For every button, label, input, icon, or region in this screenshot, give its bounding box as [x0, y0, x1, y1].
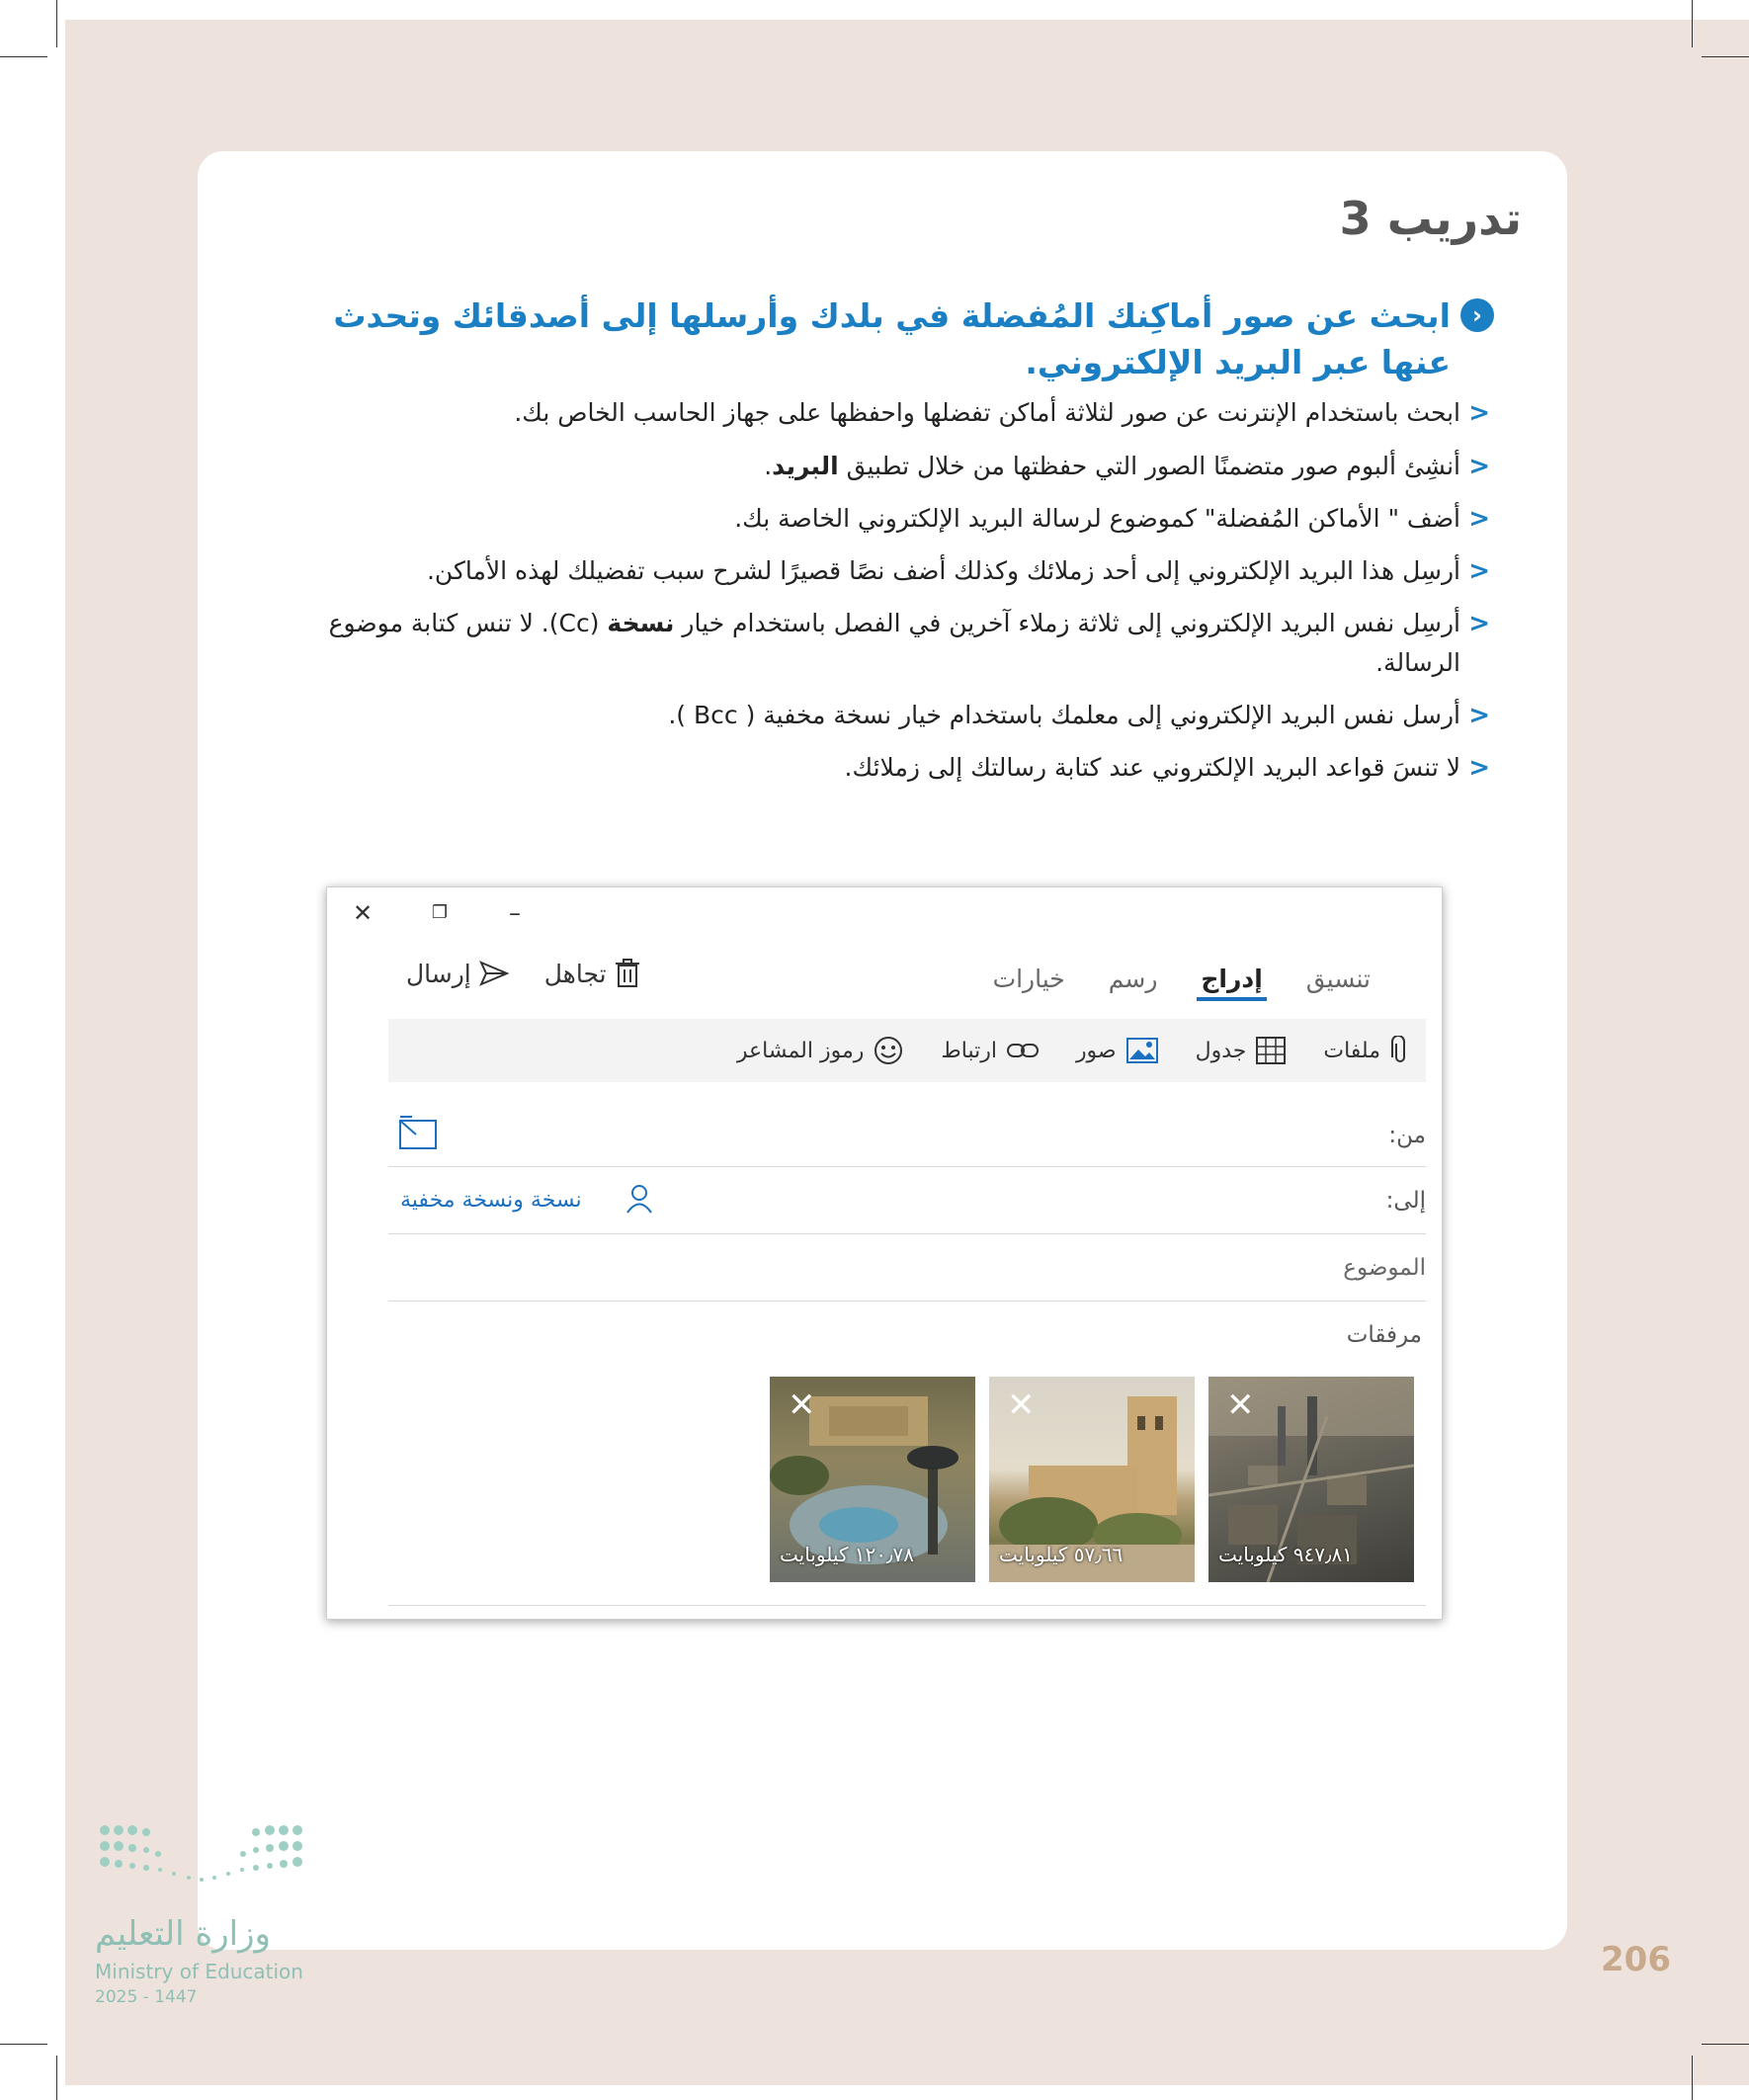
insert-link-button[interactable]: ارتباط: [941, 1039, 1039, 1063]
insert-toolbar: [388, 1019, 1426, 1082]
insert-table-button[interactable]: جدول: [1196, 1037, 1287, 1064]
to-field[interactable]: [388, 1166, 1426, 1234]
exercise-title: تدريب 3: [1339, 192, 1522, 245]
divider: [388, 1605, 1426, 1606]
tab-draw[interactable]: رسم: [1108, 965, 1158, 993]
lead-text: ابحث عن صور أماكِنك المُفضلة في بلدك وأرسلها إلى أصدقائك وتحدث عنها عبر البريد الإلكتروني.: [333, 296, 1451, 381]
picture-icon: [1126, 1038, 1158, 1063]
crop-mark: [0, 2044, 47, 2045]
ministry-year: 2025 - 1447: [95, 1987, 198, 2007]
crop-mark: [1692, 0, 1693, 47]
to-label: إلى:: [1385, 1188, 1426, 1214]
chevron-left-icon: <: [1468, 701, 1490, 730]
list-item: < أنشِئ ألبوم صور متضمنًا الصور التي حفظتها من خلال تطبيق البريد.: [280, 447, 1490, 486]
chevron-left-icon: <: [1468, 398, 1490, 428]
attachments-label: مرفقات: [1346, 1322, 1422, 1348]
list-item: < لا تنسَ قواعد البريد الإلكتروني عند كتابة رسالتك إلى زملائك.: [280, 748, 1490, 788]
page-number: 206: [1601, 1940, 1671, 1979]
list-item: < أرسل نفس البريد الإلكتروني إلى معلمك باستخدام خيار نسخة مخفية ( Bcc ).: [280, 696, 1490, 735]
minimize-icon[interactable]: –: [509, 899, 521, 927]
chevron-left-icon: <: [1468, 504, 1490, 534]
chevron-left-icon: <: [1468, 556, 1490, 586]
remove-attachment-icon[interactable]: ✕: [788, 1386, 816, 1425]
ministry-logo-icon: [95, 1820, 312, 1899]
chevron-left-icon: <: [1468, 452, 1490, 481]
paperclip-icon: [1390, 1036, 1410, 1065]
send-icon: [479, 961, 509, 986]
ribbon-tabs: [971, 955, 1392, 1003]
list-item: < أضف " الأماكن المُفضلة" كموضوع لرسالة البريد الإلكتروني الخاصة بك.: [280, 499, 1490, 539]
table-icon: [1256, 1037, 1286, 1064]
cc-bcc-link[interactable]: نسخة ونسخة مخفية: [400, 1188, 582, 1213]
compose-actions: [406, 959, 640, 988]
mail-compose-window: [326, 886, 1443, 1620]
remove-attachment-icon[interactable]: ✕: [1226, 1386, 1255, 1425]
insert-pictures-button[interactable]: صور: [1076, 1038, 1158, 1063]
exercise-lead: [279, 293, 1494, 385]
subject-placeholder: الموضوع: [1343, 1255, 1426, 1281]
trash-icon: [615, 959, 640, 988]
attachment-thumbnail[interactable]: [989, 1377, 1195, 1582]
attachment-size: ٥٧٫٦٦ كيلوبايت: [999, 1543, 1124, 1566]
crop-mark: [1702, 56, 1749, 57]
subject-field[interactable]: [388, 1233, 1426, 1302]
tab-insert[interactable]: إدراج: [1179, 955, 1284, 1003]
link-icon: [1007, 1041, 1039, 1060]
attachment-thumbnail[interactable]: [1208, 1377, 1414, 1582]
ministry-name-arabic: وزارة التعليم: [95, 1914, 271, 1954]
attach-files-button[interactable]: ملفات: [1323, 1036, 1410, 1065]
close-icon[interactable]: ✕: [352, 899, 374, 927]
chevron-left-icon: <: [1468, 753, 1490, 783]
list-item: < أرسِل هذا البريد الإلكتروني إلى أحد زملائك وكذلك أضف نصًا قصيرًا لشرح سبب تفضيلك لهذه الأماكن.: [280, 551, 1490, 591]
crop-mark: [1702, 2044, 1749, 2045]
attachment-thumbnail[interactable]: [770, 1377, 975, 1582]
attachment-size: ٩٤٧٫٨١ كيلوبايت: [1218, 1543, 1353, 1566]
crop-mark: [56, 2056, 57, 2100]
emoji-icon: [874, 1036, 903, 1065]
mailbox-icon[interactable]: [398, 1115, 438, 1150]
ministry-name-english: Ministry of Education: [95, 1960, 303, 1983]
restore-icon[interactable]: ❐: [431, 902, 449, 923]
crop-mark: [1692, 2056, 1693, 2100]
tab-format[interactable]: تنسيق: [1305, 965, 1371, 993]
crop-mark: [0, 56, 47, 57]
chevron-left-icon: <: [1468, 609, 1490, 638]
list-item: < ابحث باستخدام الإنترنت عن صور لثلاثة أماكن تفضلها واحفظها على جهاز الحاسب الخاص بك.: [280, 393, 1490, 433]
steps-list: [280, 393, 1490, 788]
list-item: < أرسِل نفس البريد الإلكتروني إلى ثلاثة زملاء آخرين في الفصل باستخدام خيار نسخة (Cc). لا تنس كتابة موضوع الرسالة.: [280, 604, 1490, 683]
remove-attachment-icon[interactable]: ✕: [1007, 1386, 1036, 1425]
from-field[interactable]: [388, 1105, 1426, 1167]
discard-button[interactable]: تجاهل: [544, 959, 640, 988]
attachment-size: ١٢٠٫٧٨ كيلوبايت: [780, 1543, 914, 1566]
person-icon[interactable]: [625, 1184, 653, 1214]
insert-emoji-button[interactable]: رموز المشاعر: [737, 1036, 904, 1065]
tab-options[interactable]: خيارات: [992, 965, 1065, 993]
send-button[interactable]: إرسال: [406, 959, 509, 988]
chevron-left-icon: ‹: [1460, 298, 1494, 332]
crop-mark: [56, 0, 57, 47]
from-label: من:: [1388, 1123, 1426, 1148]
